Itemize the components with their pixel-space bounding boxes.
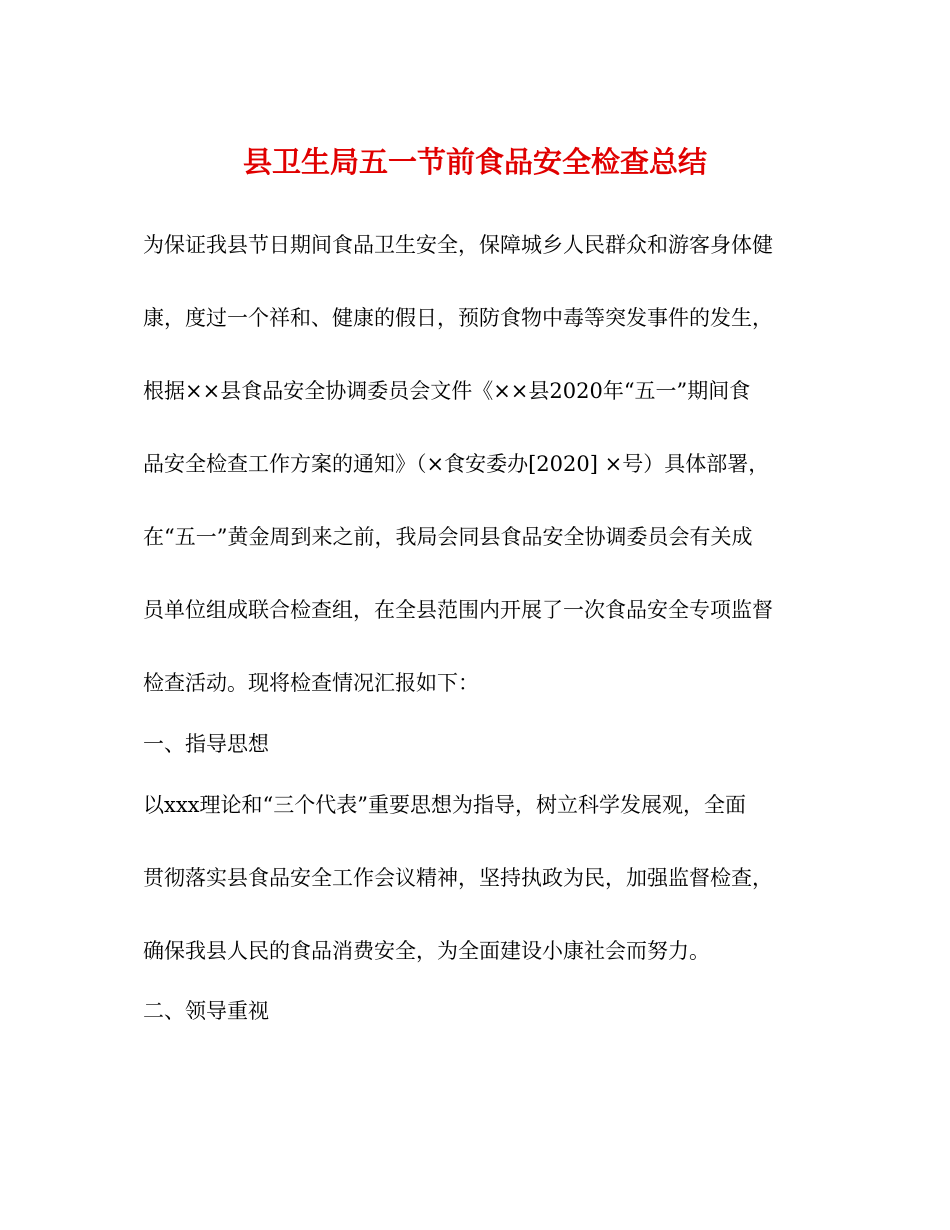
intro-line: 检查活动。现将检查情况汇报如下： xyxy=(143,671,479,695)
section1-line: 确保我县人民的食品消费安全，为全面建设小康社会而努力。 xyxy=(143,939,710,963)
section1-line: 贯彻落实县食品安全工作会议精神，坚持执政为民，加强监督检查， xyxy=(143,866,773,890)
intro-line: 员单位组成联合检查组，在全县范围内开展了一次食品安全专项监督 xyxy=(143,598,773,622)
document-title: 县卫生局五一节前食品安全检查总结 xyxy=(242,145,707,179)
intro-line: 品安全检查工作方案的通知》（×食安委办[2020] ×号）具体部署， xyxy=(143,452,770,476)
intro-line: 在“五一”黄金周到来之前，我局会同县食品安全协调委员会有关成 xyxy=(143,525,753,549)
intro-line: 根据××县食品安全协调委员会文件《××县2020年“五一”期间食 xyxy=(143,379,751,403)
section-heading-guiding-ideology: 一、指导思想 xyxy=(143,732,269,756)
section-heading-leadership: 二、领导重视 xyxy=(143,999,269,1023)
intro-line: 康，度过一个祥和、健康的假日，预防食物中毒等突发事件的发生， xyxy=(143,306,773,330)
section1-line: 以xxx理论和“三个代表”重要思想为指导，树立科学发展观，全面 xyxy=(143,793,746,817)
intro-line: 为保证我县节日期间食品卫生安全，保障城乡人民群众和游客身体健 xyxy=(143,233,773,257)
